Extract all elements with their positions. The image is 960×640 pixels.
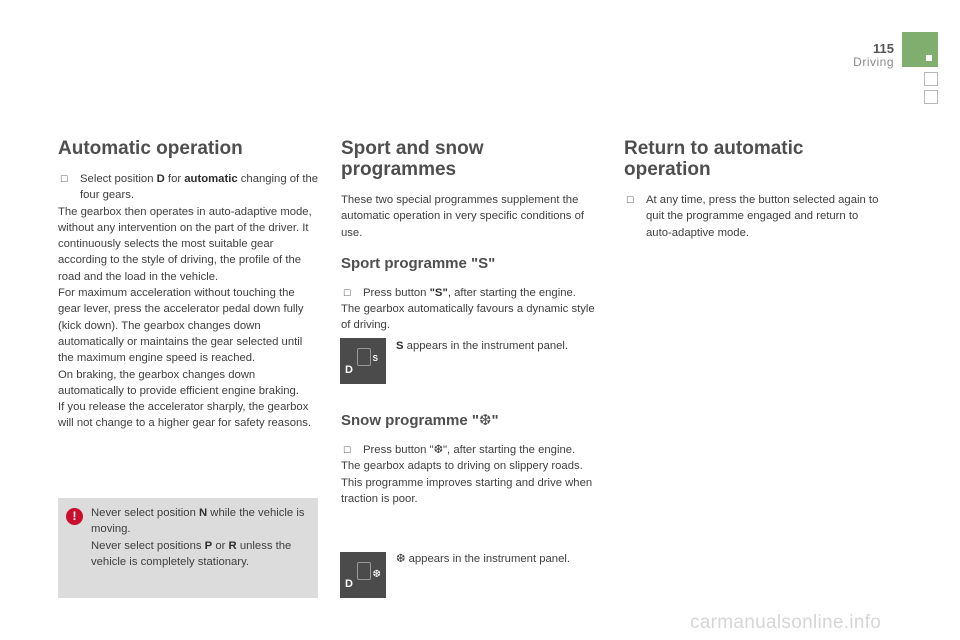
bullet-return: ☐ At any time, press the button selected again to quit the programme engaged and return to auto-adaptive mode. xyxy=(626,194,879,239)
paragraph-snow-1: The gearbox adapts to driving on slippery roads. xyxy=(341,460,583,473)
paragraph-auto-adaptive: The gearbox then operates in auto-adaptive mode, without any intervention on the part of the driver. It continuously selects the most suitable gear according to the style of driving, the profile of the road and the load in the vehicle. xyxy=(58,205,312,283)
tab-box-empty-1 xyxy=(924,72,938,86)
watermark: carmanualsonline.info xyxy=(690,612,882,633)
paragraph-braking: On braking, the gearbox changes down automatically to provide efficient engine braking. xyxy=(58,368,299,397)
snowflake-icon: ❆ xyxy=(372,569,381,580)
section-tab xyxy=(902,32,938,67)
arrow-bullet-icon: ☐ xyxy=(343,445,352,455)
paragraph-kick-down: For maximum acceleration without touching the gear lever, press the accelerator pedal down fully (kick down). The gearbox changes down automatically or maintains the gear selected until the maximum engine speed is reached. xyxy=(58,287,304,365)
paragraph-sport: The gearbox automatically favours a dynamic style of driving. xyxy=(341,303,595,332)
sport-indicator-image: D S xyxy=(340,338,386,384)
section-title: Driving xyxy=(853,55,894,69)
arrow-bullet-icon: ☐ xyxy=(60,174,69,184)
arrow-bullet-icon: ☐ xyxy=(343,287,352,298)
bullet-press-sport: ☐ Press button "S", after starting the engine. xyxy=(341,285,603,301)
snow-indicator-image: D ❆ xyxy=(340,552,386,598)
caption-snow-indicator: ❆ appears in the instrument panel. xyxy=(396,553,570,565)
section-snow-programme xyxy=(341,412,603,507)
column-return-automatic xyxy=(624,138,886,241)
paragraph-intro: These two special programmes supplement the automatic operation in very specific conditions of use. xyxy=(341,194,585,239)
tab-marker-icon xyxy=(926,55,932,61)
heading-sport-programme: Sport programme "S" xyxy=(341,254,496,272)
arrow-bullet-icon: ☐ xyxy=(626,195,635,205)
tab-box-empty-2 xyxy=(924,90,938,104)
heading-automatic-operation: Automatic operation xyxy=(58,138,243,159)
bullet-select-position: ☐ Select position D for automatic changing of the four gears. xyxy=(60,173,319,202)
page-number: 115 xyxy=(873,41,894,56)
bullet-press-snow: ☐ Press button "❆", after starting the engine. xyxy=(341,442,603,458)
paragraph-release: If you release the accelerator sharply, the gearbox will not change to a higher gear for safety reasons. xyxy=(58,401,312,430)
warning-text: Never select position N while the vehicle is moving. Never select positions P or R unless the vehicle is completely stationary. xyxy=(91,507,305,568)
warning-icon: ! xyxy=(66,508,83,525)
column-sport-snow xyxy=(341,138,603,334)
heading-return-automatic: Return to automatic operation xyxy=(624,138,804,180)
caption-sport-indicator: S appears in the instrument panel. xyxy=(396,340,569,352)
heading-sport-snow: Sport and snow programmes xyxy=(341,138,484,180)
gearbox-icon xyxy=(357,562,371,580)
column-automatic-operation xyxy=(58,138,320,432)
warning-box xyxy=(58,498,318,598)
gearbox-icon xyxy=(357,348,371,366)
heading-snow-programme: Snow programme "❆" xyxy=(341,412,499,429)
paragraph-snow-2: This programme improves starting and drive when traction is poor. xyxy=(341,476,593,505)
